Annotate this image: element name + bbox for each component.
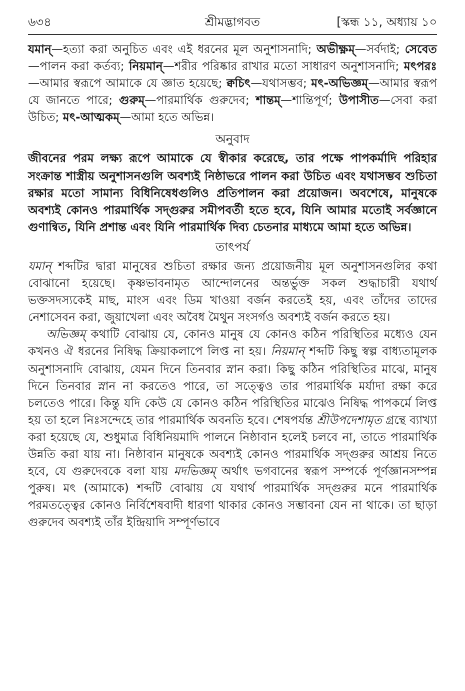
purport-paragraph-2 [28,326,437,531]
synonym-meaning: —আমার স্বরূপে আমাকে যে জ্ঞাত হয়েছে; [28,76,227,91]
purport-text: গ্রন্থে ব্যাখ্যা করা হয়েছে যে, শুধুমাত্র বিধিনিয়মাদি পালনে নিষ্ঠাবান হলেই চলবে না, তাতে পারমার্থিক উন্নতি করা যায় না। নিষ্ঠাবান মানুষকে অবশ্যই কোনও পারমার্থিক সদ্গুরুর আশ্রয় নিতে হবে, যে গুরুদেবকে বলা যায় [28,412,437,479]
synonym-meaning: —পারমার্থিক গুরুদেব; [144,93,256,108]
synonym-word: অভীক্ষ্ণম্ [316,42,355,56]
book-title: শ্রীমদ্ভাগবত [204,15,260,29]
purport-term: যমান্ [28,258,52,273]
synonym-word: গুরুম্ [119,93,145,108]
purport-text: কথাটি বোঝায় যে, কোনও মানুষ যে কোনও কঠিন পরিস্থিতির মধ্যেও যেন কখনও ঐ ধরনের নিষিদ্ধ ক্রিয়াকলাপে লিপ্ত না হয়। [28,327,437,359]
page-number: ৬৩৪ [28,15,52,29]
synonym-meaning: —আমা হতে অভিন্ন। [119,110,215,125]
synonym-word: শান্তম্ [255,93,281,108]
chapter-reference: [স্কন্ধ ১১, অধ্যায় ১০ [336,15,437,29]
purport-text: অর্থাৎ ভগবানের স্বরূপ সম্পর্কে পূর্ণজ্ঞানসম্পন্ন পুরুষ। মৎ (আমাকে) শব্দটি বোঝায় যে যথার্থ পারমার্থিক সদ্গুরুর মনে পারমার্থিক পরমতত্ত্বের কোনও নির্বিশেষবাদী ধারণা থাকার কোনও সম্ভাবনা যেন না থাকে। তা ছাড়া গুরুদেব অবশ্যই তাঁর ইন্দ্রিয়াদি সম্পূর্ণভাবে [28,464,437,530]
synonym-word: যমান্ [28,42,52,56]
purport-term: নিয়মান্ [265,344,305,359]
synonym-meaning: —শান্তিপূর্ণ; [280,93,339,108]
purport-section [28,258,437,532]
synonym-word: মৎ-আত্মকম্ [62,110,120,125]
synonym-meaning: —সর্বদাই; [354,42,405,56]
synonym-word: নিয়মান্ [129,59,163,74]
synonym-word: ক্বচিৎ [226,76,251,91]
purport-paragraph-1 [28,258,437,326]
synonym-meaning: —শরীর পরিষ্কার রাখার মতো সাধারণ অনুশাসনাদি; [162,59,404,74]
synonym-meaning: —পালন করা কর্তব্য; [28,59,130,74]
synonym-word: মৎপরঃ [403,59,437,74]
purport-text: শব্দটির দ্বারা মানুষের শুচিতা রক্ষার জন্য প্রয়োজনীয় মূল অনুশাসনগুলির কথা বোঝানো হয়েছে। কৃষ্ণভাবনামৃত আন্দোলনের অন্তর্ভুক্ত সকল শুদ্ধাচারী যথার্থ ভক্তসদস্যকেই মাছ, মাংস এবং ডিম খাওয়া বর্জন করতেই হয়, এবং তাঁদের তাদের নেশাসেবন করা, জুয়াখেলা এবং অবৈধ মৈথুন সংসর্গও অবশ্যই বর্জন করতে হয়। [28,258,437,325]
synonym-meaning: —সেবা করা উচিত; [28,93,437,125]
translation-text: জীবনের পরম লক্ষ্য রূপে আমাকে যে স্বীকার করেছে, তার পক্ষে পাপকর্মাদি পরিহার সংক্রান্ত শাস্ত্রীয় অনুশাসনগুলি অবশ্যই নিষ্ঠাভরে পালন করা উচিত এবং যথাসম্ভব শুচিতা রক্ষার মতো সামান্য বিধিনিষেধগুলিও প্রতিপালন করা প্রয়োজন। অবশেষে, মানুষকে অবশ্যই কোনও পারমার্থিক সদ্গুরুর সমীপবর্তী হতে হবে, যিনি আমার মতোই সর্বজ্ঞানে গুণান্বিত, যিনি প্রশান্ত এবং যিনি পারমার্থিক দিব্য চেতনার মাধ্যমে আমা হতে অভিন্ন। [28,151,437,234]
page-header [28,14,437,32]
synonym-meaning: —হত্যা করা অনুচিত এবং এই ধরনের মূল অনুশাসনাদি; [51,42,317,56]
translation-heading: অনুবাদ [215,132,250,147]
synonym-word: সেবেত [404,42,437,56]
synonym-word: উপাসীত [338,93,379,108]
translation-section [28,150,437,235]
synonym-word: মৎ-অভিজ্ঞম্ [311,76,369,91]
purport-text: শব্দটি কিছু স্বল্প বাধ্যতামূলক অনুশাসনাদি বোঝায়, যেমন দিনে তিনবার স্নান করা। কিছু কঠিন পরিস্থিতির মাঝে, মানুষ দিনে তিনবার স্নান না করতেও পারে, তা সত্ত্বেও তার পারমার্থিক মর্যাদা রক্ষা করে চলতেও পারে। কিন্তু যদি কেউ যে কোনও কঠিন পরিস্থিতির মাঝেও নিষিদ্ধ পাপকর্মে লিপ্ত হয় তা হলে নিঃসন্দেহে তার পারমার্থিক অবনতি হবে। শেষপর্যন্ত [28,344,437,427]
purport-term: মদভিজ্ঞম্ [167,464,216,479]
purport-term: শ্রীউপদেশামৃত [313,412,382,427]
header-rule [28,34,437,35]
purport-heading: তাৎপর্য [215,239,250,254]
synonyms-paragraph [28,41,437,126]
synonym-meaning: —যথাসম্ভব; [250,76,312,91]
purport-term: অভিজ্ঞম্ [46,327,86,342]
synonym-meaning: —আমার স্বরূপ যে জানতে পারে; [28,76,437,108]
